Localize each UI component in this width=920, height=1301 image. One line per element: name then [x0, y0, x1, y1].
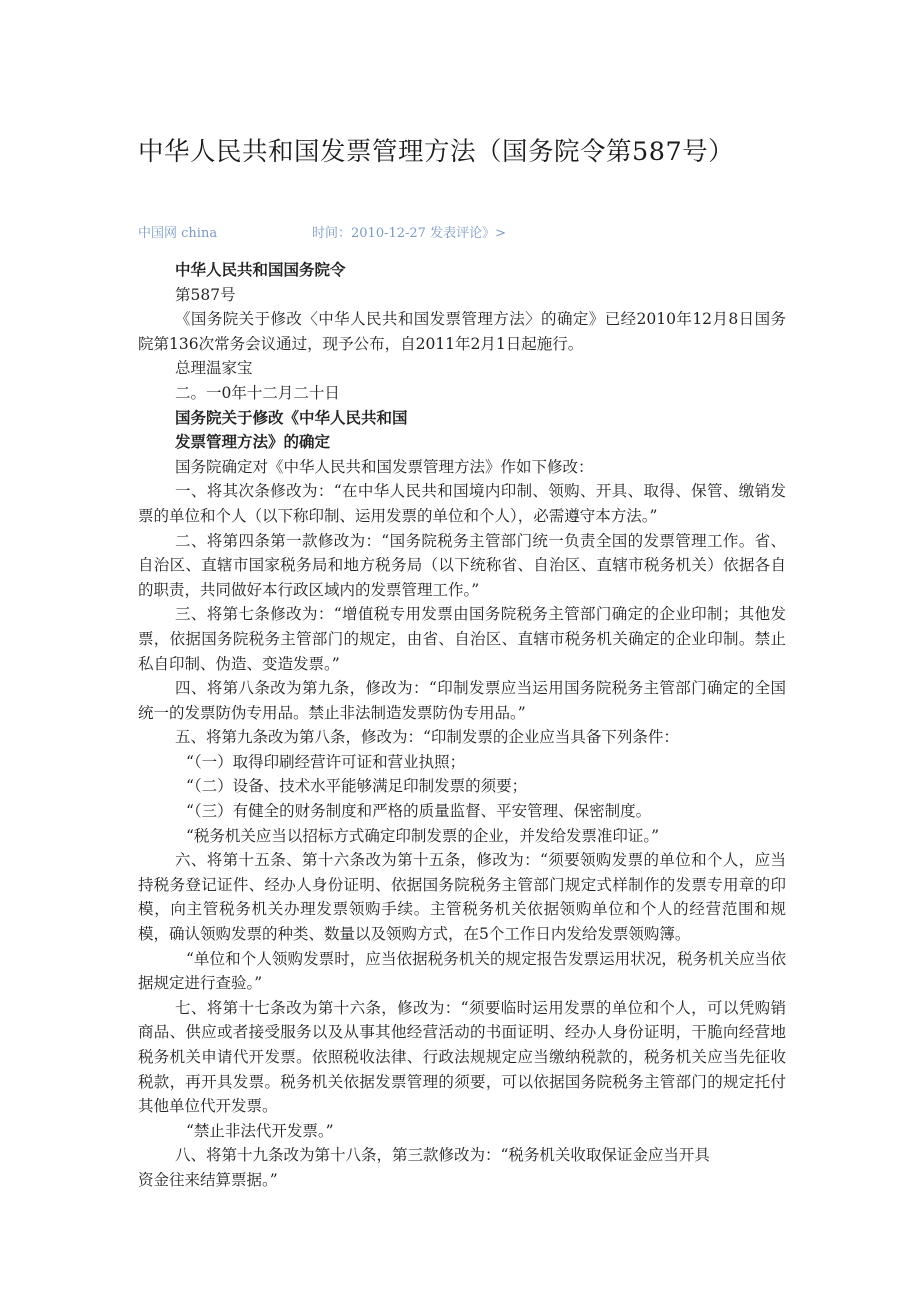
source-label[interactable]: 中国网 china [138, 226, 218, 241]
paragraph: 七、将第十七条改为第十六条，修改为：“须要临时运用发票的单位和个人，可以凭购销商品、供应或者接受服务以及从事其他经营活动的书面证明、经办人身份证明，干脆向经营地税务机关申请代开发票。依照税收法律、行政法规规定应当缴纳税款的，税务机关应当先征收税款，再开具发票。税务机关依据发票管理的须要，可以依据国务院税务主管部门的规定托付其他单位代开发票。 [138, 998, 786, 1116]
list-item: “（三）有健全的财务制度和严格的质量监督、平安管理、保密制度。 [186, 802, 652, 821]
decree-heading: 中华人民共和国国务院令 [175, 260, 346, 279]
decree-date: 二。一0年十二月二十日 [175, 383, 340, 402]
paragraph: 三、将第七条修改为：“增值税专用发票由国务院税务主管部门确定的企业印制；其他发票，依据国务院税务主管部门的规定，由省、自治区、直辖市税务机关确定的企业印制。禁止私自印制、伪造、变造发票。” [138, 605, 786, 673]
paragraph: 六、将第十五条、第十六条改为第十五条，修改为：“须要领购发票的单位和个人，应当持税务登记证件、经办人身份证明、依据国务院税务主管部门规定式样制作的发票专用章的印模，向主管税务机关办理发票领购手续。主管税务机关依据领购单位和个人的经营范围和规模，确认领购发票的种类、数量以及领购方式，在5个工作日内发给发票领购簿。 [138, 851, 786, 944]
article-body [138, 258, 786, 1193]
paragraph: 四、将第八条改为第九条，修改为：“印制发票应当运用国务院税务主管部门确定的全国统一的发票防伪专用品。禁止非法制造发票防伪专用品。” [138, 679, 786, 722]
paragraph: “税务机关应当以招标方式确定印制发票的企业，并发给发票准印证。” [186, 826, 660, 845]
list-item: “（一）取得印刷经营许可证和营业执照； [186, 752, 466, 771]
decree-number: 第587号 [175, 285, 236, 304]
paragraph: 五、将第九条改为第八条，修改为：“印制发票的企业应当具备下列条件： [175, 728, 679, 747]
list-item: “（二）设备、技术水平能够满足印制发票的须要； [186, 777, 528, 796]
publish-time[interactable]: 时间：2010-12-27 发表评论》> [312, 226, 506, 241]
paragraph: 八、将第十九条改为第十八条，第三款修改为：“税务机关收取保证金应当开具 [175, 1146, 710, 1165]
signatory: 总理温家宝 [175, 359, 253, 378]
section-heading: 发票管理方法》的确定 [175, 432, 331, 452]
article-meta [138, 222, 506, 241]
paragraph: 一、将其次条修改为：“在中华人民共和国境内印制、领购、开具、取得、保管、缴销发票的单位和个人（以下称印制、运用发票的单位和个人），必需遵守本方法。” [138, 482, 786, 525]
page-title: 中华人民共和国发票管理方法（国务院令第587号） [138, 137, 735, 167]
paragraph: 资金往来结算票据。” [138, 1170, 278, 1189]
paragraph: 国务院确定对《中华人民共和国发票管理方法》作如下修改： [175, 457, 594, 476]
section-heading: 国务院关于修改《中华人民共和国 [175, 407, 408, 427]
paragraph: 《国务院关于修改〈中华人民共和国发票管理方法〉的确定》已经2010年12月8日国务院第136次常务会议通过，现予公布，自2011年2月1日起施行。 [138, 310, 786, 353]
paragraph: “禁止非法代开发票。” [186, 1121, 334, 1140]
paragraph: “单位和个人领购发票时，应当依据税务机关的规定报告发票运用状况，税务机关应当依据规定进行查验。” [138, 949, 786, 993]
paragraph: 二、将第四条第一款修改为：“国务院税务主管部门统一负责全国的发票管理工作。省、自治区、直辖市国家税务局和地方税务局（以下统称省、自治区、直辖市税务机关）依据各自的职责，共同做好本行政区域内的发票管理工作。” [138, 531, 786, 599]
